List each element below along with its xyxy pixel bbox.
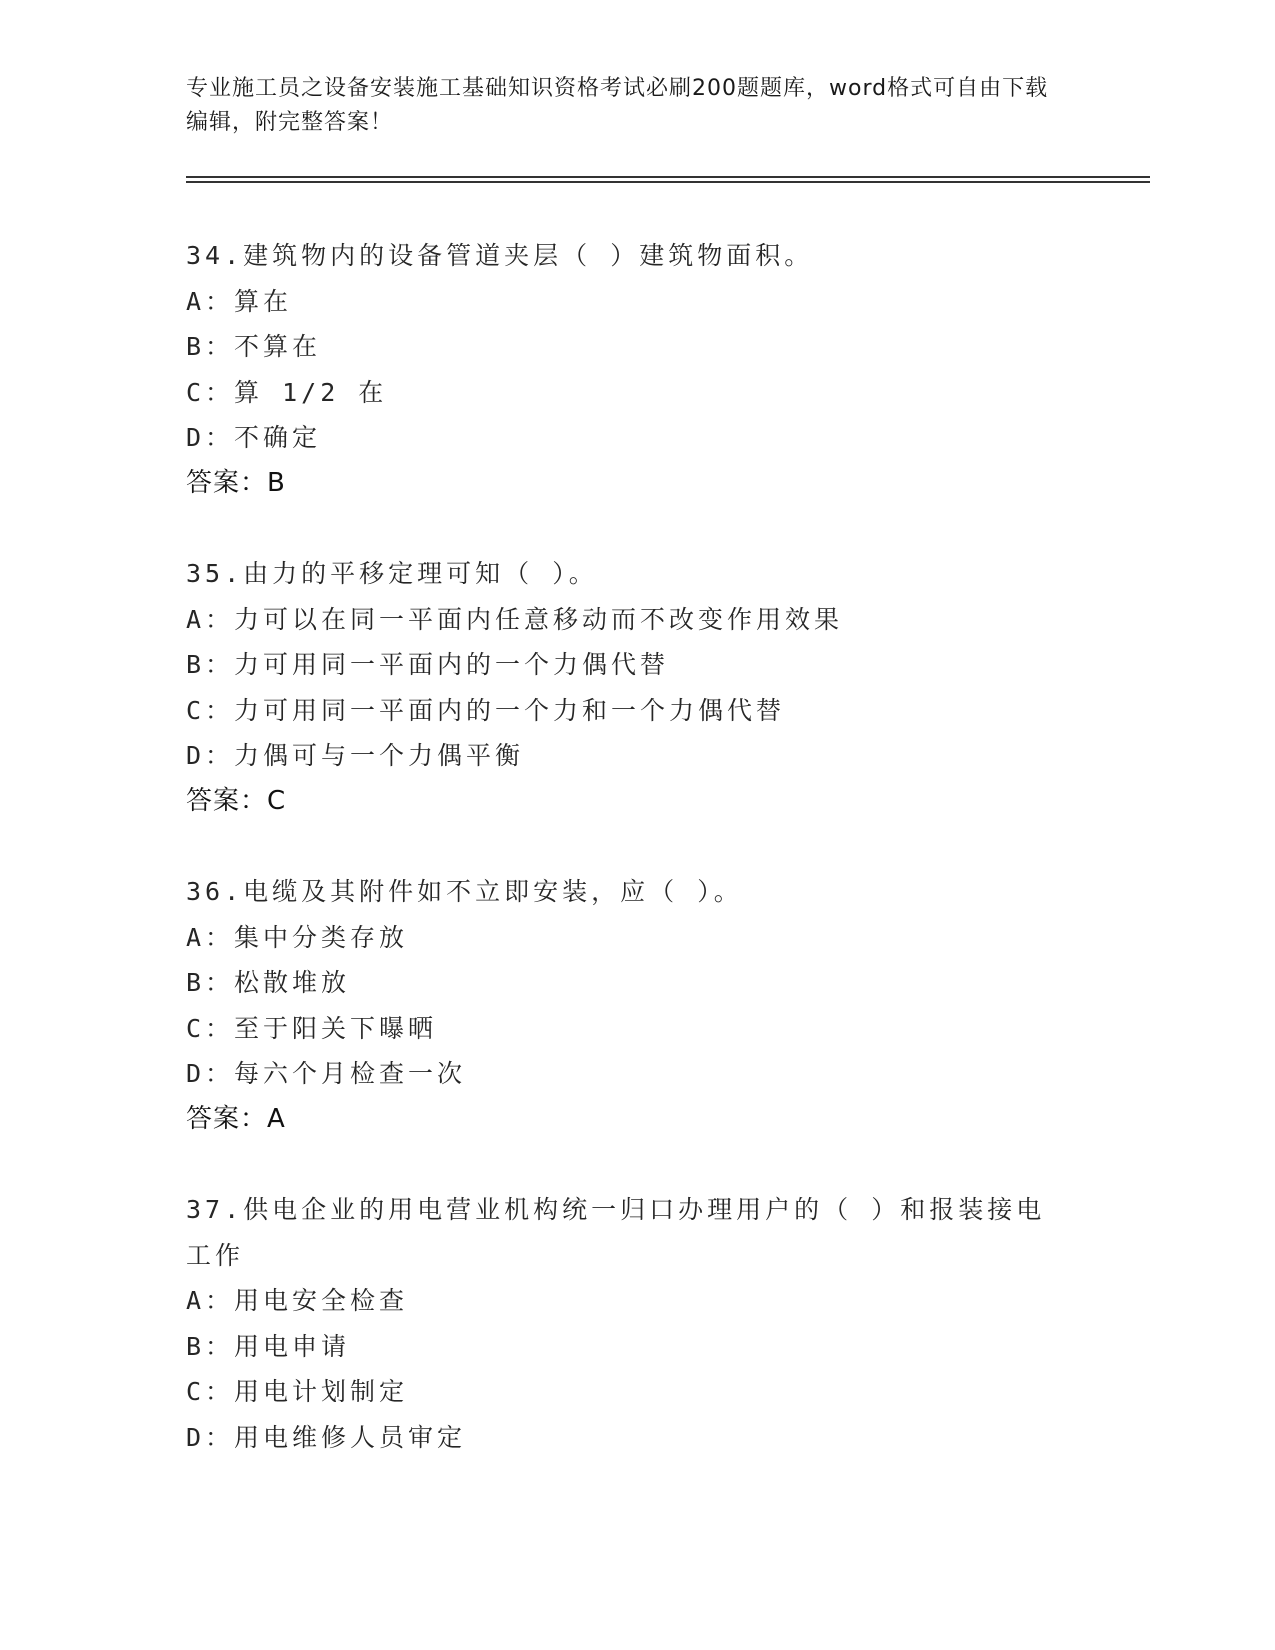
option-a: A：用电安全检查 [186, 1286, 409, 1315]
question-stem: 35.由力的平移定理可知（ ）。 [186, 559, 598, 588]
answer-line: 答案：C [186, 785, 287, 816]
question-stem: 34.建筑物内的设备管道夹层（ ）建筑物面积。 [186, 241, 814, 270]
option-d: D：不确定 [186, 423, 322, 452]
question-36 [186, 869, 1066, 1142]
option-a: A：集中分类存放 [186, 922, 409, 952]
option-d: D：用电维修人员审定 [186, 1422, 467, 1452]
option-b: B：用电申请 [186, 1331, 351, 1361]
option-b: B：松散堆放 [186, 968, 351, 997]
answer-line: 答案：B [186, 467, 286, 498]
document-header: 专业施工员之设备安装施工基础知识资格考试必刷200题题库，word格式可自由下载编辑，附完整答案！ [186, 76, 1049, 135]
question-34 [186, 233, 1066, 506]
answer-line: 答案：A [186, 1103, 286, 1134]
option-c: C：用电计划制定 [186, 1377, 409, 1406]
option-d: D：力偶可与一个力偶平衡 [186, 741, 525, 770]
option-a: A：力可以在同一平面内任意移动而不改变作用效果 [186, 604, 844, 634]
option-a: A：算在 [186, 286, 293, 316]
option-b: B：不算在 [186, 332, 322, 361]
option-c: C：算 1/2 在 [186, 377, 388, 407]
question-stem: 36.电缆及其附件如不立即安装，应（ ）。 [186, 877, 743, 906]
header-divider-bottom [186, 181, 1150, 183]
question-stem: 37.供电企业的用电营业机构统一归口办理用户的（ ）和报装接电工作 [186, 1195, 1046, 1270]
header-divider-top [186, 176, 1150, 178]
option-c: C：力可用同一平面内的一个力和一个力偶代替 [186, 695, 786, 725]
question-37 [186, 1187, 1066, 1460]
option-c: C：至于阳关下曝晒 [186, 1013, 438, 1043]
question-35 [186, 551, 1066, 824]
option-d: D：每六个月检查一次 [186, 1059, 467, 1088]
option-b: B：力可用同一平面内的一个力偶代替 [186, 650, 670, 679]
